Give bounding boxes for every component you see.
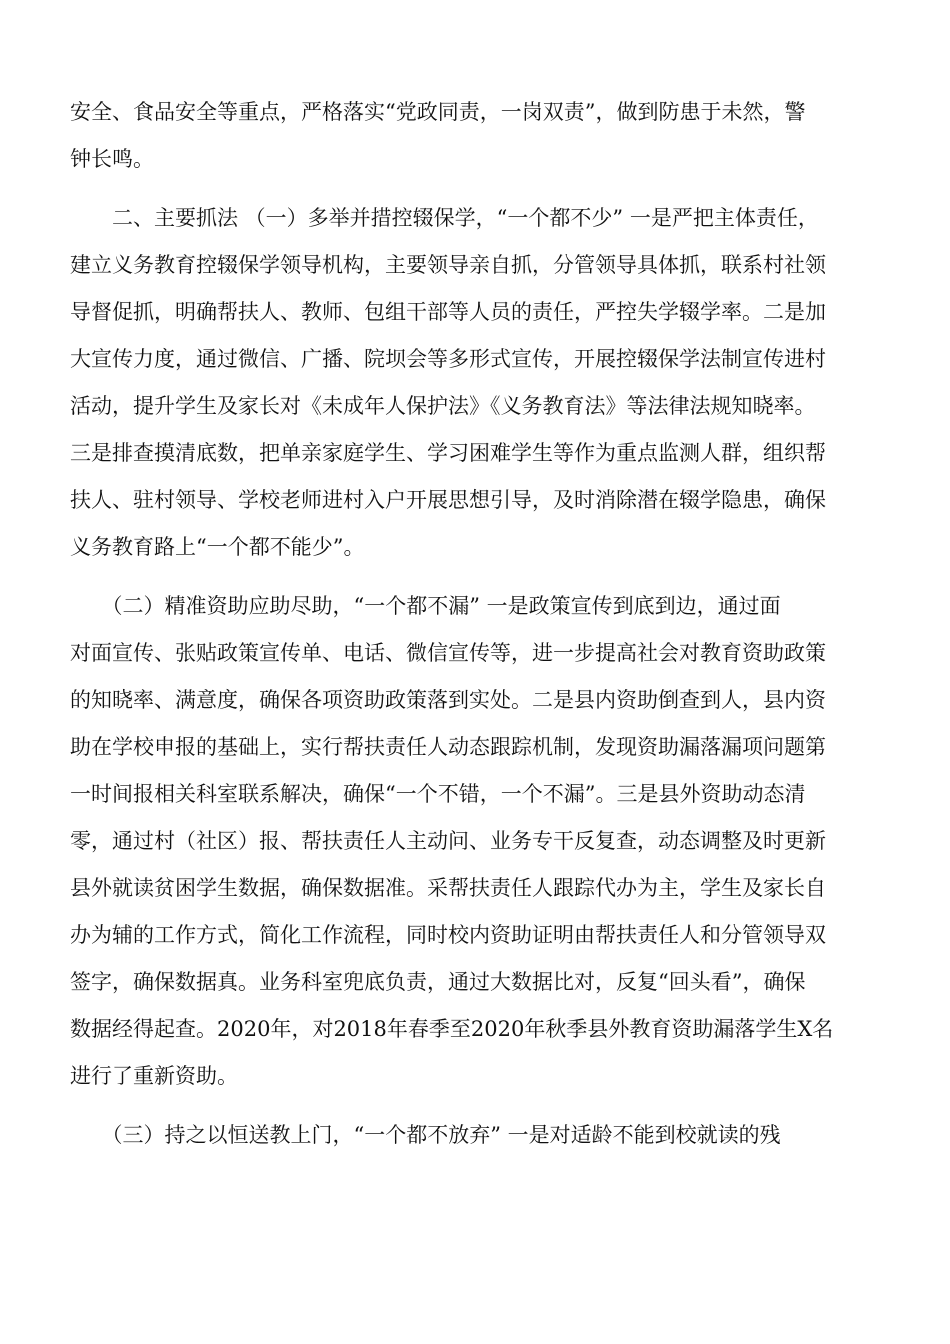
text-line: 大宣传力度，通过微信、广播、院坝会等多形式宣传，开展控辍保学法制宣传进村 xyxy=(70,347,826,371)
text-line: （二）精准资助应助尽助，“一个都不漏” 一是政策宣传到底到边，通过面 xyxy=(70,594,781,618)
text-line: 办为辅的工作方式，简化工作流程，同时校内资助证明由帮扶责任人和分管领导双 xyxy=(70,923,826,947)
text-line: 零，通过村（社区）报、帮扶责任人主动问、业务专干反复查，动态调整及时更新 xyxy=(70,829,826,853)
text-line: 的知晓率、满意度，确保各项资助政策落到实处。二是县内资助倒查到人，县内资 xyxy=(70,688,826,712)
text-line: 三是排查摸清底数，把单亲家庭学生、学习困难学生等作为重点监测人群，组织帮 xyxy=(70,441,826,465)
text-line: 导督促抓，明确帮扶人、教师、包组干部等人员的责任，严控失学辍学率。二是加 xyxy=(70,300,826,324)
paragraph xyxy=(70,89,885,183)
text-line: （三）持之以恒送教上门，“一个都不放弃” 一是对适龄不能到校就读的残 xyxy=(70,1123,781,1147)
text-line: 二、主要抓法 （一）多举并措控辍保学，“一个都不少” 一是严把主体责任， xyxy=(70,206,819,230)
text-line: 县外就读贫困学生数据，确保数据准。采帮扶责任人跟踪代办为主，学生及家长自 xyxy=(70,876,826,900)
text-line: 活动，提升学生及家长对《未成年人保护法》《义务教育法》等法律法规知晓率。 xyxy=(70,394,816,418)
text-line: 义务教育路上“一个都不能少”。 xyxy=(70,535,365,559)
text-line: 建立义务教育控辍保学领导机构，主要领导亲自抓，分管领导具体抓，联系村社领 xyxy=(70,253,826,277)
text-line: 钟长鸣。 xyxy=(70,147,154,171)
paragraph xyxy=(70,1112,885,1159)
text-line: 助在学校申报的基础上，实行帮扶责任人动态跟踪机制，发现资助漏落漏项问题第 xyxy=(70,735,826,759)
text-line: 扶人、驻村领导、学校老师进村入户开展思想引导，及时消除潜在辍学隐患，确保 xyxy=(70,488,826,512)
text-line: 安全、食品安全等重点，严格落实“党政同责，一岗双责”，做到防患于未然，警 xyxy=(70,100,806,124)
text-line: 一时间报相关科室联系解决，确保“一个不错，一个不漏”。三是县外资助动态清 xyxy=(70,782,806,806)
text-line: 进行了重新资助。 xyxy=(70,1064,238,1088)
text-line: 对面宣传、张贴政策宣传单、电话、微信宣传等，进一步提高社会对教育资助政策 xyxy=(70,641,826,665)
text-line: 签字，确保数据真。业务科室兜底负责，通过大数据比对，反复“回头看”，确保 xyxy=(70,970,806,994)
paragraph xyxy=(70,583,885,1100)
text-line: 数据经得起查。2020年，对2018年春季至2020年秋季县外教育资助漏落学生X名 xyxy=(70,1017,834,1041)
paragraph xyxy=(70,195,885,571)
document-body xyxy=(70,89,885,1159)
